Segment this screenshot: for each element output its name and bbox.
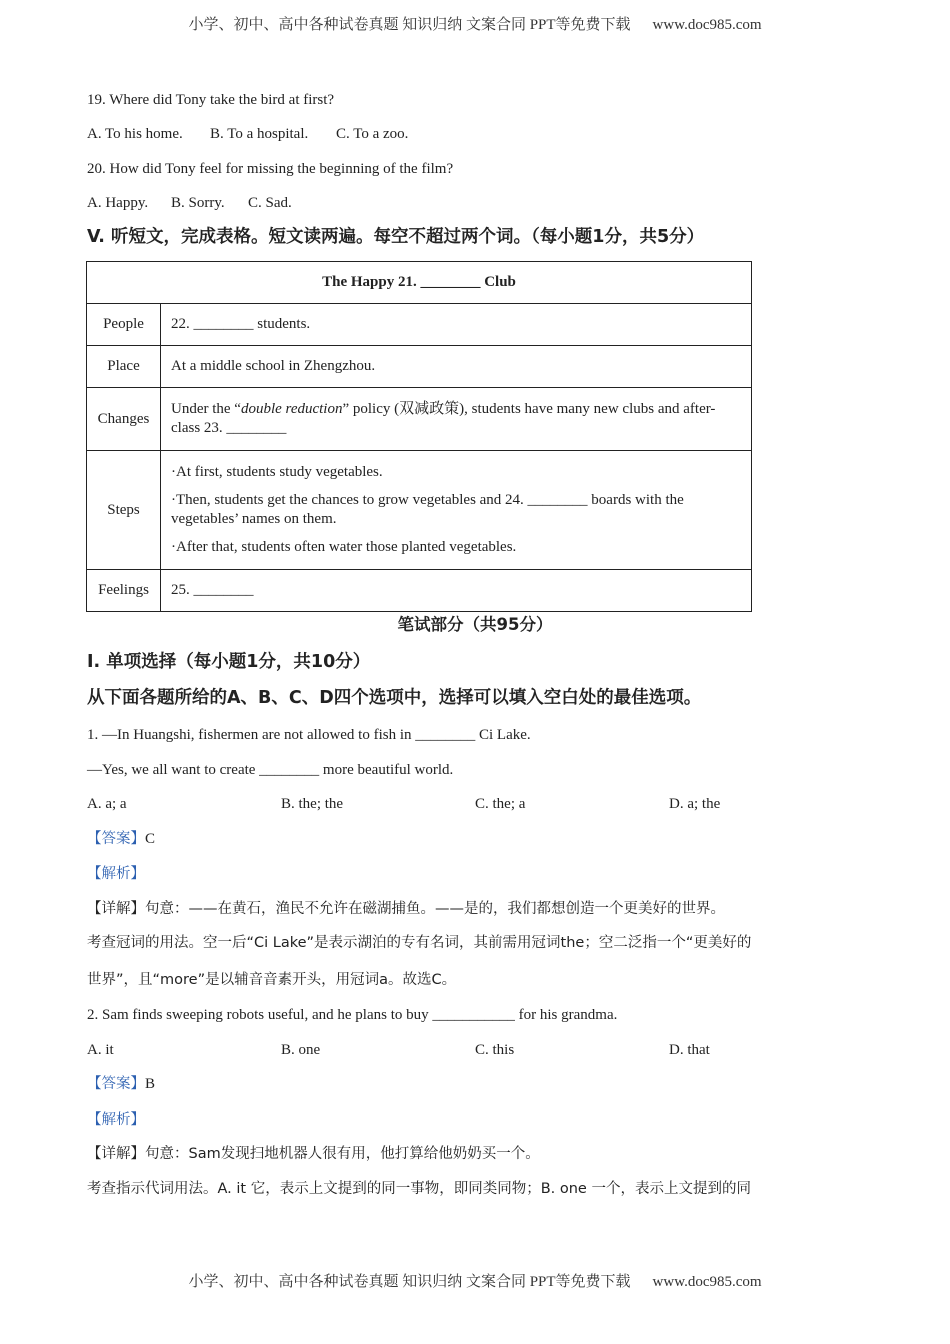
written-part-title: 笔试部分（共95分） [397,615,553,634]
q1-option-d: D. a; the [669,796,721,812]
row-value-steps [161,451,752,570]
answer-tag: 【答案】 [87,831,145,847]
q19-option-a: A. To his home. [87,126,183,142]
detail-tag: 【详解】 [87,901,145,917]
club-table [86,261,752,612]
q1-option-b: B. the; the [281,796,344,812]
q1-explain-1: 考查冠词的用法。空一后“Ci Lake”是表示湖泊的专有名词，其前需用冠词the；空二泛指一个“更美好的 [87,935,752,951]
q1-explain-2: 世界”，且“more”是以辅音音素开头，用冠词a。故选C。 [87,972,457,988]
section-1-title: I. 单项选择（每小题1分，共10分） [87,652,371,672]
row-value-place: At a middle school in Zhengzhou. [161,346,752,388]
row-value-changes [161,388,752,451]
row-label-place: Place [87,346,161,388]
changes-text-italic: double reduction [240,401,343,417]
row-value-people: 22. ________ students. [161,304,752,346]
row-label-people: People [87,304,161,346]
q2-explain-1: 考查指示代词用法。A. it 它，表示上文提到的同一事物，即同类同物；B. one 一个，表示上文提到的同 [87,1181,751,1197]
step-item: ·At first, students study vegetables. [171,464,383,480]
q20-option-c: C. Sad. [248,195,292,211]
q2-analysis-tag: 【解析】 [87,1112,145,1128]
detail-text: 句意：Sam发现扫地机器人很有用，他打算给他奶奶买一个。 [145,1146,540,1162]
step-item: ·After that, students often water those planted vegetables. [171,539,517,555]
q2-option-c: C. this [475,1042,515,1058]
q19-option-c: C. To a zoo. [336,126,409,142]
footer-text: 小学、初中、高中各种试卷真题 知识归纳 文案合同 PPT等免费下载 [188,1274,631,1290]
step-item: ·Then, students get the chances to grow vegetables and 24. ________ boards with the vegetables’ names on them. [171,492,684,527]
question-19: 19. Where did Tony take the bird at first? [87,92,335,108]
q2-option-b: B. one [281,1042,321,1058]
answer-tag: 【答案】 [87,1076,145,1092]
q2-line-1: 2. Sam finds sweeping robots useful, and he plans to buy ___________ for his grandma. [87,1007,618,1023]
changes-text-post: ” policy (双减政策), students have many new clubs and after-class 23. ________ [171,401,716,436]
table-title: The Happy 21. ________ Club [87,262,752,304]
page-header [0,13,950,34]
q1-option-c: C. the; a [475,796,526,812]
q1-line-2: —Yes, we all want to create ________ more beautiful world. [87,762,454,778]
q2-option-d: D. that [669,1042,710,1058]
q19-option-b: B. To a hospital. [210,126,309,142]
section-5-title: V. 听短文，完成表格。短文读两遍。每空不超过两个词。（每小题1分，共5分） [87,227,705,247]
answer-value: B [145,1076,156,1092]
row-label-feelings: Feelings [87,570,161,612]
q2-detail [87,1144,540,1164]
q1-answer [87,829,155,849]
row-label-steps: Steps [87,451,161,570]
q2-answer [87,1074,155,1094]
q1-detail [87,899,725,919]
q2-option-a: A. it [87,1042,114,1058]
row-value-feelings: 25. ________ [161,570,752,612]
q20-option-a: A. Happy. [87,195,149,211]
header-site[interactable]: www.doc985.com [652,17,762,33]
q1-option-a: A. a; a [87,796,127,812]
q20-option-b: B. Sorry. [171,195,225,211]
answer-value: C [145,831,156,847]
row-label-changes: Changes [87,388,161,451]
question-20: 20. How did Tony feel for missing the beginning of the film? [87,161,454,177]
changes-text-pre: Under the “ [171,401,241,417]
detail-tag: 【详解】 [87,1146,145,1162]
footer-site[interactable]: www.doc985.com [652,1274,762,1290]
header-text: 小学、初中、高中各种试卷真题 知识归纳 文案合同 PPT等免费下载 [188,17,631,33]
page-footer [0,1270,950,1291]
section-1-instruction: 从下面各题所给的A、B、C、D四个选项中，选择可以填入空白处的最佳选项。 [87,688,702,708]
q1-analysis-tag: 【解析】 [87,866,145,882]
detail-text: 句意：——在黄石，渔民不允许在磁湖捕鱼。——是的，我们都想创造一个更美好的世界。 [145,901,725,917]
q1-line-1: 1. —In Huangshi, fishermen are not allowed to fish in ________ Ci Lake. [87,727,531,743]
